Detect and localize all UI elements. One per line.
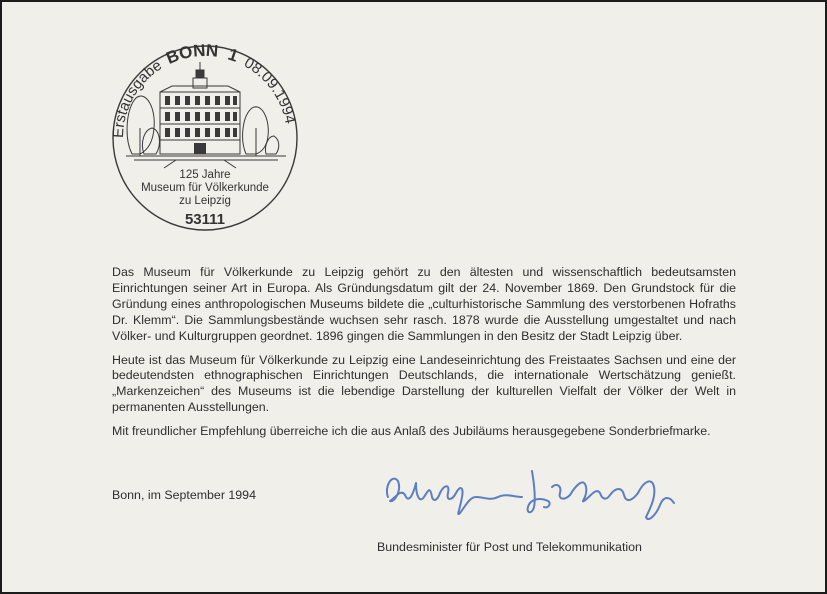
signatory-title: Bundesminister für Post und Telekommunikation: [377, 540, 642, 554]
paragraph-history: Das Museum für Völkerkunde zu Leipzig gehört zu den ältesten und wissenschaftlich bedeutsamsten Einrichtungen seiner Art in Europa. Als Gründungsdatum gilt der 24. November 1869. Den Grundstock für die Gründung eines anthropologischen Museums bildete die „culturhistorische Sammlung des verstorbenen Hofraths Dr. Klemm“. Die Sammlungsbestände wuchsen sehr rasch. 1878 wurde die Ausstellung umgestaltet und nach Völker- und Kulturgruppen geordnet. 1896 gingen die Sammlungen in den Besitz der Stadt Leipzig über.: [112, 265, 736, 343]
postmark-station: 1: [225, 44, 241, 66]
place-and-date: Bonn, im September 1994: [112, 488, 256, 502]
paragraph-today: Heute ist das Museum für Völkerkunde zu Leipzig eine Landeseinrichtung des Freistaates Sachsen und eine der bedeutendsten ethnographischen Einrichtungen Deutschlands, die internationale Wertschätzung genießt. „Markenzeichen“ des Museums ist die lebendige Darstellung der kulturellen Vielfalt der Völker der Welt in permanenten Ausstellungen.: [112, 352, 736, 415]
postmark-caption-line3: zu Leipzig: [179, 195, 231, 207]
postmark-city: BONN: [163, 40, 220, 68]
handwritten-signature: [380, 457, 690, 537]
postmark-arc-prefix: Erstausgabe: [109, 56, 165, 139]
postmark-caption-line2: Museum für Völkerkunde: [141, 182, 269, 194]
postmark-postcode: 53111: [184, 211, 226, 228]
postmark-date: 08.09.1994: [241, 54, 299, 126]
first-day-postmark: [90, 28, 320, 238]
paragraph-recommendation: Mit freundlicher Empfehlung überreiche ich die aus Anlaß des Jubiläums herausgegebene Sonderbriefmarke.: [112, 424, 711, 439]
postmark-caption-line1: 125 Jahre: [179, 169, 231, 181]
letter-body: [112, 265, 736, 448]
